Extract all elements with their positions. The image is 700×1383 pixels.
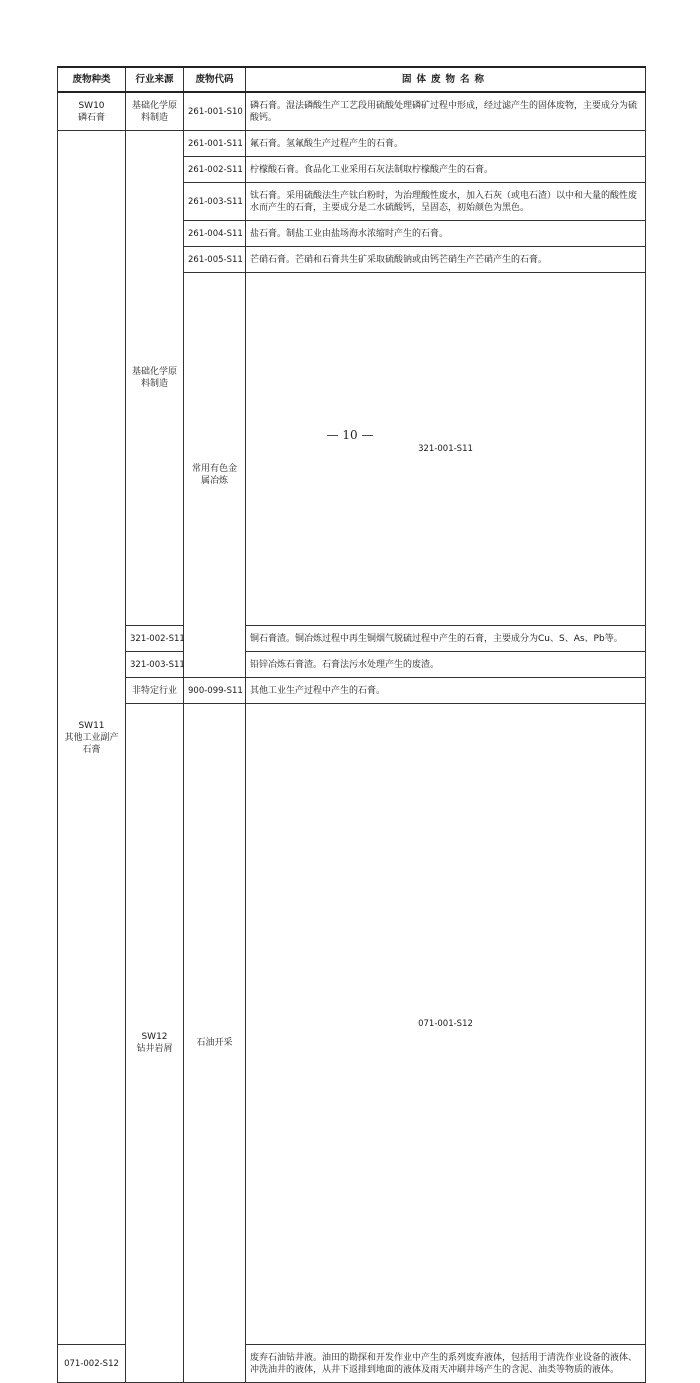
header-industry: 行业来源	[126, 67, 184, 92]
waste-name: 废弃石油钻井液。油田的勘探和开发作业中产生的系列废弃液体，包括用于清洗作业设备的液体、冲洗油井的液体，从井下返排到地面的液体及雨天冲刷井场产生的含泥、油类等物质的液体。	[246, 1345, 646, 1383]
table-header-row	[58, 67, 646, 92]
table-row	[58, 704, 646, 1345]
waste-name: 铜石膏渣。铜冶炼过程中再生铜烟气脱硫过程中产生的石膏，主要成分为Cu、S、As、Pb等。	[246, 626, 646, 652]
header-category: 废物种类	[58, 67, 126, 92]
waste-code: 261-004-S11	[184, 221, 246, 247]
waste-code: 261-005-S11	[184, 247, 246, 273]
table-row	[58, 652, 646, 678]
category-sw12: SW12 钻井岩屑	[126, 704, 184, 1383]
waste-code: 321-001-S11	[246, 273, 646, 626]
waste-name: 柠檬酸石膏。食品化工业采用石灰法制取柠檬酸产生的石膏。	[246, 157, 646, 183]
header-name: 固体废物名称	[246, 67, 646, 92]
waste-name: 铅锌冶炼石膏渣。石膏法污水处理产生的废渣。	[246, 652, 646, 678]
page-number: — 10 —	[326, 428, 374, 442]
waste-name: 氟石膏。氢氟酸生产过程产生的石膏。	[246, 131, 646, 157]
category-sw11: SW11 其他工业副产石膏	[58, 131, 126, 1345]
waste-name: 芒硝石膏。芒硝和石膏共生矿采取硫酸钠或由钙芒硝生产芒硝产生的石膏。	[246, 247, 646, 273]
waste-code: 321-002-S11	[126, 626, 184, 652]
solid-waste-table	[57, 66, 646, 1383]
category-sw10: SW10 磷石膏	[58, 92, 126, 131]
waste-code: 071-001-S12	[246, 704, 646, 1345]
waste-name: 其他工业生产过程中产生的石膏。	[246, 678, 646, 704]
table-row	[58, 678, 646, 704]
waste-code: 261-002-S11	[184, 157, 246, 183]
waste-code: 261-003-S11	[184, 183, 246, 221]
industry-cell: 基础化学原料制造	[126, 92, 184, 131]
industry-cell: 非特定行业	[126, 678, 184, 704]
waste-code: 261-001-S10	[184, 92, 246, 131]
waste-code: 071-002-S12	[58, 1345, 126, 1383]
waste-name: 磷石膏。湿法磷酸生产工艺段用硫酸处理磷矿过程中形成，经过滤产生的固体废物，主要成分为硫酸钙。	[246, 92, 646, 131]
table-row	[58, 626, 646, 652]
waste-name: 钛石膏。采用硫酸法生产钛白粉时，为治理酸性废水，加入石灰（或电石渣）以中和大量的酸性废水而产生的石膏，主要成分是二水硫酸钙，呈固态，初始颜色为黑色。	[246, 183, 646, 221]
industry-cell: 常用有色金属冶炼	[184, 273, 246, 678]
table-row	[58, 92, 646, 131]
header-code: 废物代码	[184, 67, 246, 92]
waste-code: 321-003-S11	[126, 652, 184, 678]
waste-code: 900-099-S11	[184, 678, 246, 704]
waste-name: 盐石膏。制盐工业由盐场海水浓缩时产生的石膏。	[246, 221, 646, 247]
waste-code: 261-001-S11	[184, 131, 246, 157]
table-row	[58, 131, 646, 157]
industry-cell: 基础化学原料制造	[126, 131, 184, 626]
industry-cell: 石油开采	[184, 704, 246, 1383]
